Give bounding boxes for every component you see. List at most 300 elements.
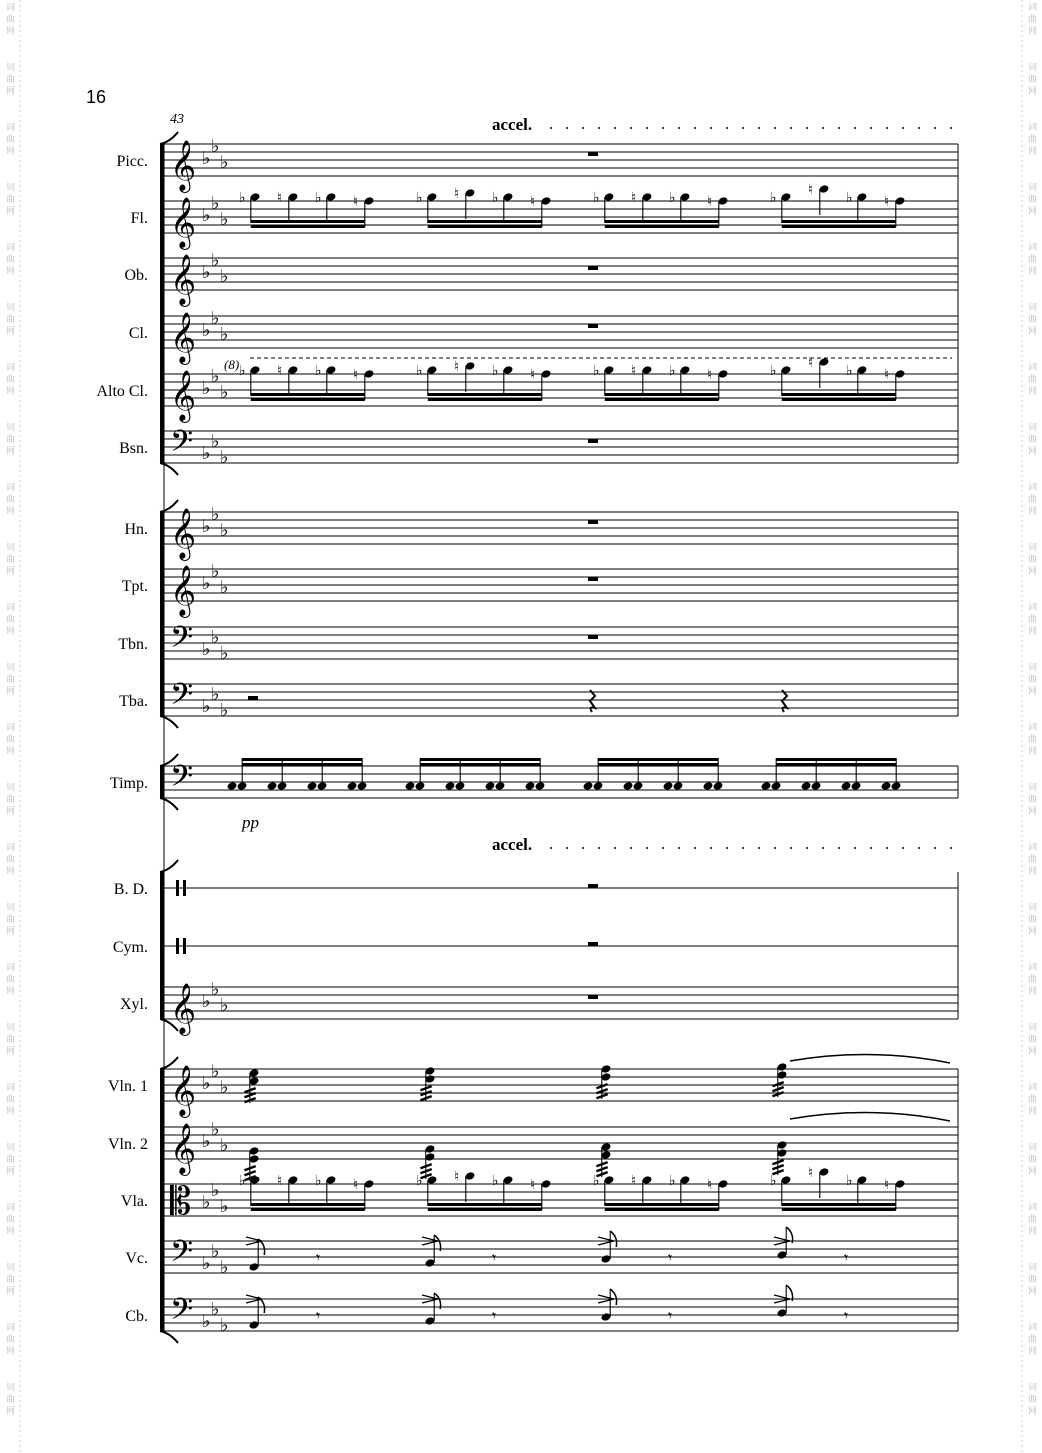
flat-icon: ♭ <box>220 152 229 173</box>
watermark-glyph: 网 <box>1028 207 1038 217</box>
watermark-glyph: 网 <box>1028 1287 1038 1297</box>
instrument-label-bd: B. D. <box>113 881 148 898</box>
watermark-glyph: 曲 <box>1028 195 1038 205</box>
watermark-glyph: 词 <box>1028 903 1038 913</box>
accidental-icon: ♮ <box>884 194 890 210</box>
accidental-icon: ♭ <box>770 363 777 379</box>
watermark-glyph: 网 <box>6 1047 16 1057</box>
whole-rest <box>588 439 598 443</box>
watermark-glyph: 曲 <box>6 855 16 865</box>
beam <box>782 393 896 396</box>
watermark-glyph: 曲 <box>6 675 16 685</box>
bass-clef-icon: 𝄢 <box>170 1293 194 1334</box>
watermark-glyph: 词 <box>6 1203 16 1213</box>
watermark-glyph: 曲 <box>6 315 16 325</box>
watermark-glyph: 词 <box>1028 243 1038 253</box>
watermark-glyph: 词 <box>1028 3 1038 13</box>
watermark-glyph: 网 <box>1028 1227 1038 1237</box>
beam <box>251 1203 365 1206</box>
watermark-glyph: 网 <box>6 627 16 637</box>
alto-clef-icon: 𝄡 <box>170 1179 192 1223</box>
staff-lines <box>164 569 958 601</box>
accidental-icon: ♮ <box>277 363 283 379</box>
watermark-glyph: 网 <box>1028 507 1038 517</box>
flat-icon: ♭ <box>220 1135 229 1156</box>
accidental-icon: ♮ <box>277 190 283 206</box>
watermark-glyph: 网 <box>6 1107 16 1117</box>
watermark-glyph: 词 <box>6 603 16 613</box>
staff-tba <box>119 678 958 721</box>
watermark-glyph: 曲 <box>6 735 16 745</box>
watermark-glyph: 词 <box>6 63 16 73</box>
staff-cym <box>113 938 958 956</box>
beam <box>428 393 542 396</box>
watermark-glyph: 网 <box>1028 1347 1038 1357</box>
watermark-left <box>6 1 15 1417</box>
instrument-label-cb: Cb. <box>125 1308 148 1325</box>
staff-lines <box>164 512 958 544</box>
flat-icon: ♭ <box>211 431 220 452</box>
staff-tbn <box>118 621 958 664</box>
accidental-icon: ♮ <box>353 194 359 210</box>
treble-clef-icon: 𝄞 <box>170 140 197 191</box>
watermark-glyph: 词 <box>1028 423 1038 433</box>
watermark-glyph: 网 <box>6 567 16 577</box>
beam <box>428 220 542 223</box>
staff-lines <box>164 1069 958 1101</box>
watermark-glyph: 网 <box>6 27 16 37</box>
staff-lines <box>164 431 958 463</box>
staff-timp <box>110 758 958 801</box>
watermark-glyph: 曲 <box>1028 855 1038 865</box>
flat-icon: ♭ <box>220 266 229 287</box>
watermark-glyph: 词 <box>6 243 16 253</box>
instrument-label-xyl: Xyl. <box>120 996 148 1013</box>
beam <box>428 1208 542 1211</box>
watermark-glyph: 网 <box>6 327 16 337</box>
accidental-icon: ♭ <box>239 190 246 206</box>
flat-icon: ♭ <box>220 643 229 664</box>
instrument-label-tba: Tba. <box>119 693 148 710</box>
brass-bracket <box>160 512 164 716</box>
flat-icon: ♭ <box>211 308 220 329</box>
measure-number: 43 <box>170 112 184 127</box>
beam <box>782 1203 896 1206</box>
woodwind-bracket <box>160 144 164 463</box>
accidental-icon: ♭ <box>416 1173 423 1189</box>
instrument-label-fl: Fl. <box>130 210 148 227</box>
watermark-glyph: 网 <box>1028 447 1038 457</box>
staff-tpt <box>122 561 958 618</box>
staff-xyl <box>120 979 958 1036</box>
watermark-glyph: 词 <box>6 543 16 553</box>
accidental-icon: ♮ <box>808 182 814 198</box>
flat-icon: ♭ <box>211 979 220 1000</box>
eighth-rest-icon: 𝄾 <box>316 1306 321 1325</box>
whole-rest <box>588 577 598 581</box>
accidental-icon: ♭ <box>593 363 600 379</box>
staff-cb <box>125 1285 958 1336</box>
staff-lines <box>164 374 958 406</box>
watermark-glyph: 网 <box>1028 87 1038 97</box>
watermark-glyph: 词 <box>6 3 16 13</box>
watermark-glyph: 曲 <box>1028 675 1038 685</box>
bass-clef-icon: 𝄢 <box>170 1235 194 1276</box>
watermark-glyph: 词 <box>1028 363 1038 373</box>
accidental-icon: ♮ <box>353 367 359 383</box>
watermark-glyph: 词 <box>1028 543 1038 553</box>
watermark-glyph: 词 <box>1028 1323 1038 1333</box>
eighth-rest-icon: 𝄾 <box>492 1306 497 1325</box>
flat-icon: ♭ <box>202 148 211 169</box>
watermark-glyph: 网 <box>6 927 16 937</box>
accidental-icon: ♭ <box>492 1173 499 1189</box>
accidental-icon: ♮ <box>707 367 713 383</box>
notehead <box>841 781 852 791</box>
whole-rest <box>588 152 598 156</box>
timp-bracket <box>160 766 164 798</box>
watermark-glyph: 曲 <box>6 615 16 625</box>
watermark-glyph: 曲 <box>6 75 16 85</box>
accidental-icon: ♮ <box>707 194 713 210</box>
staves <box>96 132 958 1343</box>
accidental-icon: ♮ <box>884 367 890 383</box>
bass-clef-icon: 𝄢 <box>170 621 194 662</box>
flat-icon: ♭ <box>220 382 229 403</box>
notehead <box>267 781 278 791</box>
percussion-clef <box>183 938 186 954</box>
watermark-glyph: 词 <box>1028 963 1038 973</box>
watermark-glyph: 词 <box>1028 183 1038 193</box>
notehead <box>801 781 812 791</box>
watermark-glyph: 曲 <box>6 435 16 445</box>
accidental-icon: ♭ <box>492 190 499 206</box>
watermark-glyph: 曲 <box>1028 375 1038 385</box>
treble-clef-icon: 𝄞 <box>170 1123 197 1174</box>
flag <box>610 1289 616 1305</box>
watermark-glyph: 曲 <box>1028 915 1038 925</box>
eighth-rest-icon: 𝄾 <box>492 1248 497 1267</box>
flat-icon: ♭ <box>211 1180 220 1201</box>
flat-icon: ♭ <box>202 516 211 537</box>
tie <box>790 1054 950 1063</box>
flat-icon: ♭ <box>202 443 211 464</box>
accidental-icon: ♭ <box>669 1173 676 1189</box>
flat-icon: ♭ <box>202 378 211 399</box>
watermark-glyph: 曲 <box>1028 795 1038 805</box>
flat-icon: ♭ <box>202 1073 211 1094</box>
watermark-glyph: 网 <box>6 147 16 157</box>
watermark-glyph: 曲 <box>1028 1335 1038 1345</box>
instrument-label-bsn: Bsn. <box>119 440 148 457</box>
watermark-glyph: 网 <box>6 987 16 997</box>
accidental-icon: ♮ <box>530 194 536 210</box>
watermark-glyph: 曲 <box>6 1155 16 1165</box>
watermark-glyph: 曲 <box>6 1335 16 1345</box>
beam <box>782 398 896 401</box>
dynamic-pp: pp <box>242 813 259 832</box>
treble-clef-icon: 𝄞 <box>170 254 197 305</box>
accidental-icon: ♭ <box>846 1173 853 1189</box>
watermark-glyph: 网 <box>1028 27 1038 37</box>
watermark-glyph: 网 <box>6 1167 16 1177</box>
beam <box>428 225 542 228</box>
watermark-glyph: 词 <box>6 1263 16 1273</box>
beam <box>242 763 362 766</box>
treble-clef-icon: 𝄞 <box>170 370 197 421</box>
staff-ob <box>124 250 958 307</box>
flat-icon: ♭ <box>211 504 220 525</box>
watermark-glyph: 网 <box>6 1227 16 1237</box>
page-number: 16 <box>86 87 107 107</box>
watermark-glyph: 词 <box>6 663 16 673</box>
percussion-clef <box>183 880 186 896</box>
whole-rest <box>588 884 598 888</box>
staff-vln1 <box>108 1054 958 1118</box>
half-rest <box>248 696 258 700</box>
watermark-glyph: 网 <box>1028 1167 1038 1177</box>
watermark-glyph: 词 <box>1028 1083 1038 1093</box>
staff-hn <box>124 504 958 561</box>
watermark-glyph: 曲 <box>6 795 16 805</box>
flat-icon: ♭ <box>211 136 220 157</box>
beam <box>251 398 365 401</box>
watermark-glyph: 曲 <box>6 15 16 25</box>
flat-icon: ♭ <box>220 447 229 468</box>
watermark-glyph: 曲 <box>1028 495 1038 505</box>
watermark-glyph: 曲 <box>6 1275 16 1285</box>
watermark-glyph: 词 <box>6 363 16 373</box>
instrument-label-ob: Ob. <box>124 267 148 284</box>
watermark-glyph: 词 <box>1028 603 1038 613</box>
watermark-glyph: 词 <box>1028 663 1038 673</box>
instrument-label-cym: Cym. <box>112 939 148 956</box>
accidental-icon: ♮ <box>631 190 637 206</box>
staff-cl <box>129 308 958 365</box>
watermark-glyph: 曲 <box>6 975 16 985</box>
accidental-icon: ♮ <box>808 355 814 371</box>
flat-icon: ♭ <box>220 1315 229 1336</box>
staff-lines <box>164 1184 958 1216</box>
accidental-icon: ♮ <box>808 1165 814 1181</box>
percussion-clef <box>176 938 179 954</box>
staff-lines <box>164 766 958 798</box>
watermark-glyph: 曲 <box>1028 1215 1038 1225</box>
watermark-glyph: 曲 <box>1028 1095 1038 1105</box>
watermark-glyph: 曲 <box>1028 315 1038 325</box>
flat-icon: ♭ <box>220 1196 229 1217</box>
watermark-glyph: 词 <box>6 183 16 193</box>
staff-lines <box>164 987 958 1019</box>
accidental-icon: ♭ <box>315 363 322 379</box>
accidental-icon: ♮ <box>707 1177 713 1193</box>
whole-rest <box>588 520 598 524</box>
watermark-glyph: 网 <box>1028 747 1038 757</box>
watermark-glyph: 词 <box>6 123 16 133</box>
beam <box>428 398 542 401</box>
beam <box>598 758 718 761</box>
beam <box>782 220 896 223</box>
watermark-right <box>1028 1 1037 1417</box>
accidental-icon: ♮ <box>454 359 460 375</box>
notehead <box>761 781 772 791</box>
accidental-icon: ♭ <box>669 190 676 206</box>
watermark-glyph: 网 <box>6 1407 16 1417</box>
watermark-glyph: 网 <box>6 447 16 457</box>
accidental-icon: ♭ <box>315 1173 322 1189</box>
instrument-label-vln1: Vln. 1 <box>108 1078 148 1095</box>
flat-icon: ♭ <box>211 1119 220 1140</box>
instrument-label-tbn: Tbn. <box>118 636 148 653</box>
eighth-rest-icon: 𝄾 <box>668 1248 673 1267</box>
beam <box>605 398 719 401</box>
eighth-rest-icon: 𝄾 <box>316 1248 321 1267</box>
flat-icon: ♭ <box>202 991 211 1012</box>
watermark-glyph: 词 <box>1028 1023 1038 1033</box>
watermark-glyph: 曲 <box>1028 255 1038 265</box>
watermark-glyph: 曲 <box>6 195 16 205</box>
watermark-glyph: 曲 <box>1028 615 1038 625</box>
flat-icon: ♭ <box>211 366 220 387</box>
watermark-glyph: 词 <box>1028 843 1038 853</box>
beam <box>251 1208 365 1211</box>
accidental-icon: ♭ <box>669 363 676 379</box>
watermark-glyph: 曲 <box>6 1215 16 1225</box>
accidental-icon: ♮ <box>530 1177 536 1193</box>
flat-icon: ♭ <box>211 684 220 705</box>
staff-vln2 <box>108 1112 958 1181</box>
whole-rest <box>588 635 598 639</box>
watermark-glyph: 网 <box>1028 567 1038 577</box>
watermark-glyph: 网 <box>1028 627 1038 637</box>
watermark-glyph: 词 <box>6 1143 16 1153</box>
staff-lines <box>164 316 958 348</box>
beam <box>776 763 896 766</box>
staff-picc <box>116 136 958 193</box>
accidental-icon: ♭ <box>315 190 322 206</box>
accidental-icon: ♭ <box>416 190 423 206</box>
watermark-glyph: 网 <box>6 807 16 817</box>
watermark-glyph: 词 <box>1028 723 1038 733</box>
notehead <box>525 781 536 791</box>
tempo-marking-perc: accel. <box>492 835 533 854</box>
watermark-glyph: 网 <box>1028 1107 1038 1117</box>
notehead <box>405 781 416 791</box>
watermark-glyph: 曲 <box>6 1395 16 1405</box>
bass-clef-icon: 𝄢 <box>170 760 194 801</box>
instrument-label-vc: Vc. <box>125 1250 148 1267</box>
accidental-icon: ♭ <box>770 1173 777 1189</box>
watermark-glyph: 曲 <box>1028 435 1038 445</box>
accidental-icon: ♭ <box>239 363 246 379</box>
bass-clef-icon: 𝄢 <box>170 678 194 719</box>
treble-clef-icon: 𝄞 <box>170 312 197 363</box>
watermark-glyph: 网 <box>1028 867 1038 877</box>
beam <box>251 393 365 396</box>
watermark-glyph: 曲 <box>1028 1275 1038 1285</box>
watermark-glyph: 网 <box>1028 987 1038 997</box>
accidental-icon: ♭ <box>846 363 853 379</box>
flat-icon: ♭ <box>211 1061 220 1082</box>
beam <box>420 763 540 766</box>
watermark-glyph: 词 <box>1028 303 1038 313</box>
flat-icon: ♭ <box>220 324 229 345</box>
watermark-glyph: 词 <box>6 1023 16 1033</box>
flag <box>610 1231 616 1247</box>
flat-icon: ♭ <box>211 250 220 271</box>
watermark-glyph: 网 <box>6 207 16 217</box>
watermark-glyph: 词 <box>6 1323 16 1333</box>
quarter-rest <box>782 690 787 712</box>
beam <box>251 220 365 223</box>
watermark-glyph: 网 <box>1028 267 1038 277</box>
accidental-icon: ♭ <box>492 363 499 379</box>
staff-lines <box>164 258 958 290</box>
watermark-glyph: 网 <box>1028 1407 1038 1417</box>
instrument-label-picc: Picc. <box>116 153 148 170</box>
notehead <box>347 781 358 791</box>
staff-lines <box>164 1241 958 1273</box>
flat-icon: ♭ <box>211 1241 220 1262</box>
flat-icon: ♭ <box>211 561 220 582</box>
flat-icon: ♭ <box>202 1192 211 1213</box>
watermark-glyph: 曲 <box>1028 15 1038 25</box>
notehead <box>881 781 892 791</box>
watermark-glyph: 曲 <box>6 135 16 145</box>
flat-icon: ♭ <box>202 1311 211 1332</box>
flat-icon: ♭ <box>202 696 211 717</box>
watermark-glyph: 词 <box>1028 63 1038 73</box>
staff-lines <box>164 627 958 659</box>
treble-clef-icon: 𝄞 <box>170 508 197 559</box>
instrument-label-vla: Vla. <box>120 1193 148 1210</box>
watermark-glyph: 曲 <box>1028 975 1038 985</box>
instrument-label-hn: Hn. <box>124 521 148 538</box>
staff-fl <box>131 182 958 250</box>
watermark-glyph: 词 <box>1028 783 1038 793</box>
flat-icon: ♭ <box>202 1131 211 1152</box>
accidental-icon: ♮ <box>277 1173 283 1189</box>
watermark-glyph: 词 <box>6 783 16 793</box>
watermark-glyph: 词 <box>1028 1263 1038 1273</box>
watermark-glyph: 词 <box>6 903 16 913</box>
flat-icon: ♭ <box>220 1257 229 1278</box>
eighth-rest-icon: 𝄾 <box>844 1306 849 1325</box>
staff-lines <box>164 684 958 716</box>
beam <box>251 225 365 228</box>
flat-icon: ♭ <box>220 209 229 230</box>
accidental-icon: ♭ <box>239 1173 246 1189</box>
notehead <box>485 781 496 791</box>
flat-icon: ♭ <box>220 577 229 598</box>
watermark-glyph: 曲 <box>1028 1155 1038 1165</box>
treble-clef-icon: 𝄞 <box>170 565 197 616</box>
accidental-icon: ♮ <box>454 186 460 202</box>
watermark-glyph: 网 <box>1028 387 1038 397</box>
watermark-glyph: 词 <box>6 423 16 433</box>
watermark-glyph: 网 <box>1028 927 1038 937</box>
flat-icon: ♭ <box>202 262 211 283</box>
notehead <box>663 781 674 791</box>
accidental-icon: ♭ <box>593 1173 600 1189</box>
beam <box>242 758 362 761</box>
watermark-glyph: 网 <box>1028 327 1038 337</box>
instrument-label-tpt: Tpt. <box>121 578 148 595</box>
watermark-glyph: 网 <box>6 1287 16 1297</box>
accidental-icon: ♮ <box>631 1173 637 1189</box>
accidental-icon: ♮ <box>631 363 637 379</box>
flat-icon: ♭ <box>202 1253 211 1274</box>
